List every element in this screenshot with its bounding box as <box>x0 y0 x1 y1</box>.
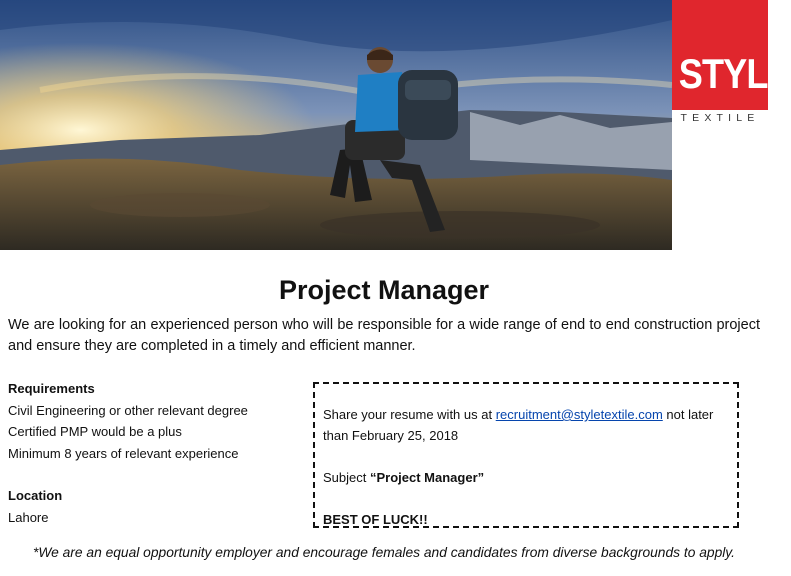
subject-value: “Project Manager” <box>369 470 485 485</box>
job-details <box>8 378 248 528</box>
location-value: Lahore <box>8 509 49 525</box>
requirement-item: Civil Engineering or other relevant degree <box>8 402 248 418</box>
subject-line <box>323 467 727 488</box>
apply-instructions <box>323 404 727 446</box>
subject-label: Subject <box>323 470 370 485</box>
equal-opportunity-note: *We are an equal opportunity employer and encourage females and candidates from diverse backgrounds to apply. <box>32 545 736 560</box>
brand-logo <box>672 0 791 110</box>
apply-text-before: Share your resume with us at <box>323 407 496 422</box>
brand-logo-subtitle: TEXTILE <box>680 112 760 124</box>
location-heading: Location <box>8 488 63 503</box>
apply-text-after: not later than February 25, 2018 <box>323 407 714 443</box>
hero-image <box>0 0 672 250</box>
requirements-heading: Requirements <box>8 381 95 396</box>
recruitment-email-link[interactable]: recruitment@styletextile.com <box>495 407 663 422</box>
brand-logo-wordmark: STYLE <box>678 50 791 97</box>
job-intro: We are looking for an experienced person who will be responsible for a wide range of end to end construction project and ensure they are completed in a timely and efficient manner. <box>8 317 760 354</box>
closing-text: BEST OF LUCK!! <box>323 512 428 527</box>
apply-box <box>313 382 739 528</box>
job-title: Project Manager <box>278 275 490 305</box>
requirement-item: Minimum 8 years of relevant experience <box>8 445 239 461</box>
requirement-item: Certified PMP would be a plus <box>8 424 182 439</box>
